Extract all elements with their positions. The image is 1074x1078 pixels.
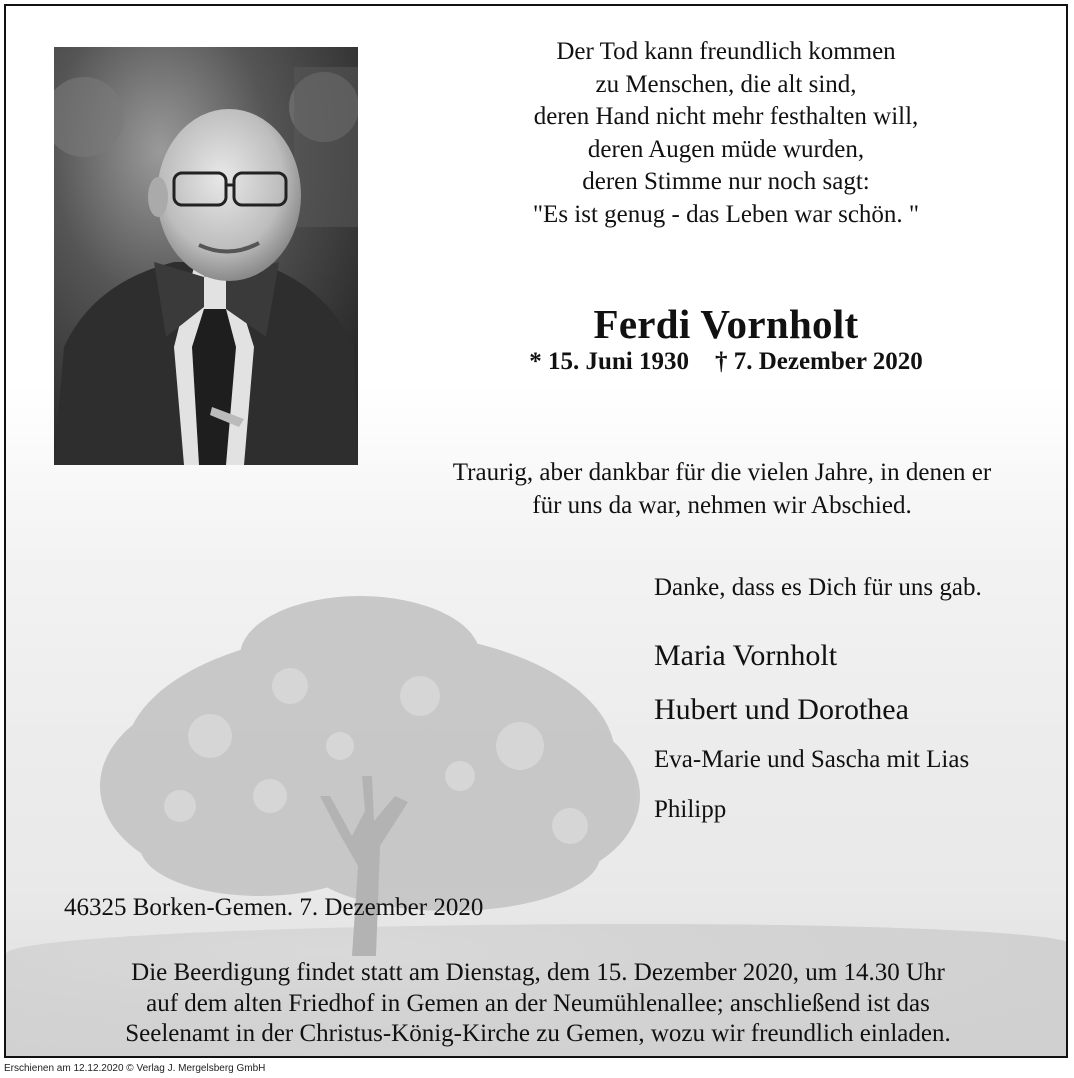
family-member: Hubert und Dorothea [654,693,909,726]
poem-line: deren Hand nicht mehr festhalten will, [533,103,919,131]
farewell-line: für uns da war, nehmen wir Abschied. [532,491,912,519]
birth-date: * 15. Juni 1930 [529,348,689,375]
poem-line: deren Stimme nur noch sagt: [582,168,870,196]
funeral-line: Seelenamt in der Christus-König-Kirche zu Gemen, wozu wir freundlich einladen. [125,1020,951,1047]
portrait-photo [54,47,358,465]
funeral-line: Die Beerdigung findet statt am Dienstag, dem 15. Dezember 2020, um 14.30 Uhr [131,959,945,986]
family-member: Maria Vornholt [654,639,838,672]
obituary-notice [4,4,1068,1058]
poem-line: Der Tod kann freundlich kommen [556,38,896,65]
poem-line: deren Augen müde wurden, [587,135,865,163]
family-member: Eva-Marie und Sascha mit Lias [654,746,970,773]
poem-line: zu Menschen, die alt sind, [595,70,857,98]
place-and-date: 46325 Borken-Gemen. 7. Dezember 2020 [64,894,484,921]
thanks-text: Danke, dass es Dich für uns gab. [654,574,982,601]
life-dates [446,348,1006,376]
family-member: Philipp [654,796,727,823]
publication-footer: Erschienen am 12.12.2020 © Verlag J. Mergelsberg GmbH [4,1063,266,1074]
poem-line: "Es ist genug - das Leben war schön. " [532,200,920,228]
funeral-line: auf dem alten Friedhof in Gemen an der Neumühlenallee; anschließend ist das [146,989,930,1017]
deceased-name: Ferdi Vornholt [593,301,859,347]
farewell-line: Traurig, aber dankbar für die vielen Jahre, in denen er [452,459,992,486]
farewell-text [402,457,1042,522]
funeral-info [36,958,1040,1050]
death-date: † 7. Dezember 2020 [714,348,923,375]
poem [446,36,1006,232]
